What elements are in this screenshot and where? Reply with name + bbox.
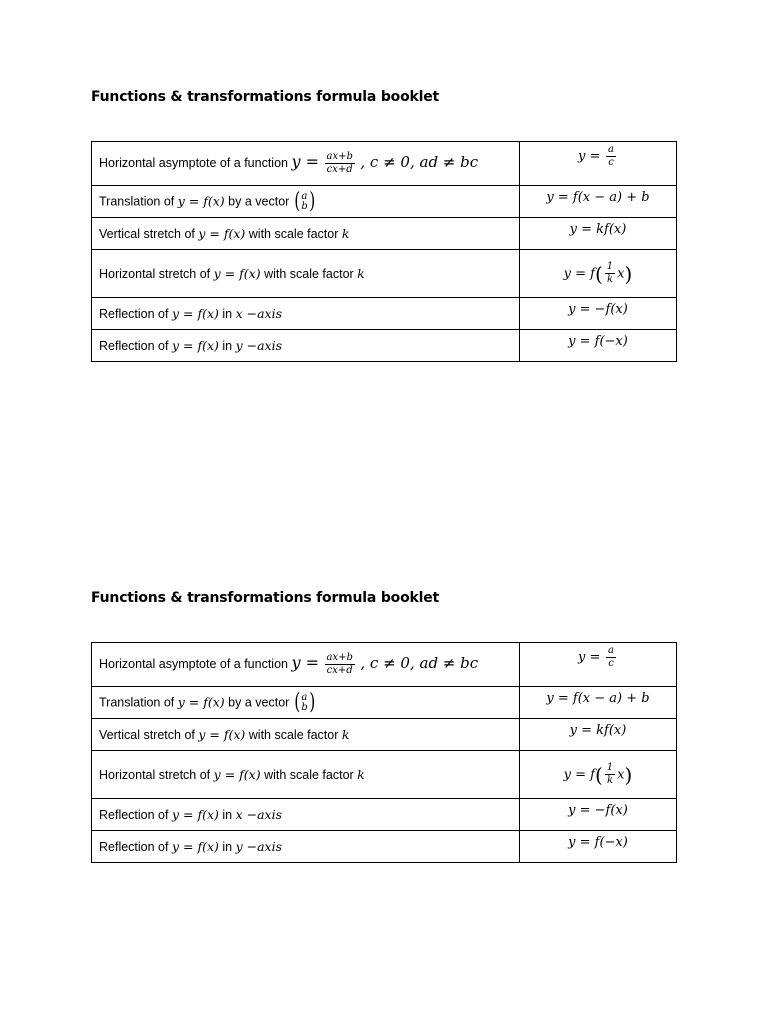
table-row bbox=[92, 250, 677, 298]
fraction bbox=[606, 646, 616, 669]
math-text: Reflection of bbox=[99, 339, 169, 353]
vector: ( a b ) bbox=[294, 689, 316, 715]
math-text: x −axis bbox=[235, 306, 283, 321]
math-text: y = kf(x) bbox=[569, 723, 627, 738]
math-text: Reflection of bbox=[99, 840, 169, 854]
math-text: 1 bbox=[606, 261, 614, 272]
math-text: ax+b bbox=[326, 151, 353, 163]
math-text: a bbox=[608, 645, 614, 656]
math-text: a bbox=[301, 691, 308, 703]
math-text: y = f(x) bbox=[198, 727, 246, 742]
math-text: k bbox=[606, 775, 614, 786]
math-text: Horizontal asymptote of a function bbox=[99, 155, 288, 170]
math-text: y = kf(x) bbox=[569, 222, 627, 237]
formula-cell: y = f( $\frac{1}{k}$ x) bbox=[520, 751, 677, 799]
math-text: y = f bbox=[563, 265, 595, 281]
math-text: y = −f(x) bbox=[568, 803, 628, 818]
booklet-title: Functions & transformations formula booklet bbox=[91, 89, 439, 105]
math-text: y = f(x) bbox=[177, 693, 225, 709]
description-cell bbox=[92, 719, 520, 751]
math-text: y = f(x) bbox=[213, 266, 261, 281]
table-row bbox=[92, 142, 677, 186]
description-cell bbox=[92, 799, 520, 831]
math-text: in bbox=[222, 808, 233, 822]
description-cell bbox=[92, 831, 520, 863]
math-text: y = f(x) bbox=[198, 226, 246, 241]
math-text: , c ≠ 0, ad ≠ bc bbox=[360, 653, 479, 672]
math-text: y = f(x) bbox=[171, 306, 219, 321]
table-row bbox=[92, 831, 677, 863]
math-text: c bbox=[608, 157, 614, 168]
formula-cell bbox=[520, 186, 677, 218]
math-text: in bbox=[222, 339, 233, 353]
math-text: by a vector bbox=[228, 193, 290, 208]
fraction bbox=[325, 653, 355, 676]
math-text: Horizontal stretch of bbox=[99, 768, 211, 782]
description-cell bbox=[92, 751, 520, 799]
math-text: cx+d bbox=[326, 665, 353, 677]
fraction bbox=[606, 145, 616, 168]
description-cell bbox=[92, 643, 520, 687]
math-text: Reflection of bbox=[99, 808, 169, 822]
table-row bbox=[92, 799, 677, 831]
formula-cell bbox=[520, 831, 677, 863]
formula-booklet bbox=[91, 588, 677, 854]
math-text: y = bbox=[291, 652, 320, 672]
math-text: y = f(−x) bbox=[568, 334, 628, 349]
math-text: in bbox=[222, 307, 233, 321]
math-text: y = f(x − a) + b bbox=[546, 691, 650, 706]
math-text: 1 bbox=[606, 762, 614, 773]
math-text: a bbox=[301, 190, 308, 202]
math-text: with scale factor bbox=[248, 728, 339, 742]
math-text: Reflection of bbox=[99, 307, 169, 321]
description-cell bbox=[92, 687, 520, 719]
formula-booklet bbox=[91, 87, 677, 353]
formula-cell bbox=[520, 142, 677, 186]
math-text: Vertical stretch of bbox=[99, 227, 195, 241]
math-text: y = f(x) bbox=[213, 767, 261, 782]
math-text: y = bbox=[578, 649, 601, 665]
math-text: x −axis bbox=[235, 807, 283, 822]
formula-cell bbox=[520, 719, 677, 751]
table-row bbox=[92, 218, 677, 250]
math-text: with scale factor bbox=[264, 768, 354, 782]
math-text: y = f(−x) bbox=[568, 835, 628, 850]
description-cell bbox=[92, 250, 520, 298]
description-cell bbox=[92, 186, 520, 218]
vector: ( a b ) bbox=[294, 188, 316, 214]
math-text: y = f(x) bbox=[171, 338, 219, 353]
math-text: k bbox=[357, 767, 365, 782]
math-text: x bbox=[617, 766, 625, 782]
table-row bbox=[92, 330, 677, 362]
math-text: k bbox=[341, 226, 350, 241]
math-text: b bbox=[301, 200, 308, 212]
description-cell bbox=[92, 218, 520, 250]
formula-cell bbox=[520, 687, 677, 719]
math-text: k bbox=[606, 274, 614, 285]
math-text: a bbox=[608, 144, 614, 155]
math-text: y = f(x) bbox=[177, 192, 225, 208]
formula-cell bbox=[520, 330, 677, 362]
description-cell bbox=[92, 298, 520, 330]
math-text: x bbox=[617, 265, 625, 281]
formula-cell bbox=[520, 799, 677, 831]
math-text: k bbox=[341, 727, 350, 742]
math-text: b bbox=[301, 701, 308, 713]
fraction bbox=[605, 763, 615, 786]
formula-cell bbox=[520, 298, 677, 330]
math-text: Vertical stretch of bbox=[99, 728, 195, 742]
description-cell bbox=[92, 142, 520, 186]
math-text: c bbox=[608, 658, 614, 669]
booklet-title: Functions & transformations formula booklet bbox=[91, 590, 439, 606]
math-text: with scale factor bbox=[264, 267, 354, 281]
math-text: y −axis bbox=[235, 839, 283, 854]
math-text: y −axis bbox=[235, 338, 283, 353]
math-text: y = f bbox=[563, 766, 595, 782]
math-text: ax+b bbox=[326, 652, 353, 664]
math-text: cx+d bbox=[326, 164, 353, 176]
formula-cell: y = f( $\frac{1}{k}$ x) bbox=[520, 250, 677, 298]
math-text: Horizontal asymptote of a function bbox=[99, 656, 288, 671]
math-text: with scale factor bbox=[248, 227, 339, 241]
table-row bbox=[92, 643, 677, 687]
math-text: y = f(x − a) + b bbox=[546, 190, 650, 205]
table-row bbox=[92, 687, 677, 719]
fraction bbox=[325, 152, 355, 175]
math-text: y = bbox=[578, 148, 601, 164]
table-row bbox=[92, 186, 677, 218]
table-row bbox=[92, 298, 677, 330]
math-text: y = −f(x) bbox=[568, 302, 628, 317]
table-row bbox=[92, 751, 677, 799]
formula-table bbox=[91, 141, 677, 362]
formula-table bbox=[91, 642, 677, 863]
math-text: in bbox=[222, 840, 233, 854]
math-text: y = f(x) bbox=[171, 839, 219, 854]
formula-cell bbox=[520, 643, 677, 687]
math-text: k bbox=[357, 266, 365, 281]
math-text: Translation of bbox=[99, 694, 175, 709]
description-cell bbox=[92, 330, 520, 362]
math-text: y = f(x) bbox=[171, 807, 219, 822]
fraction bbox=[605, 262, 615, 285]
formula-cell bbox=[520, 218, 677, 250]
table-row bbox=[92, 719, 677, 751]
math-text: Horizontal stretch of bbox=[99, 267, 211, 281]
math-text: , c ≠ 0, ad ≠ bc bbox=[360, 152, 479, 171]
math-text: by a vector bbox=[228, 694, 290, 709]
math-text: Translation of bbox=[99, 193, 175, 208]
math-text: y = bbox=[291, 151, 320, 171]
